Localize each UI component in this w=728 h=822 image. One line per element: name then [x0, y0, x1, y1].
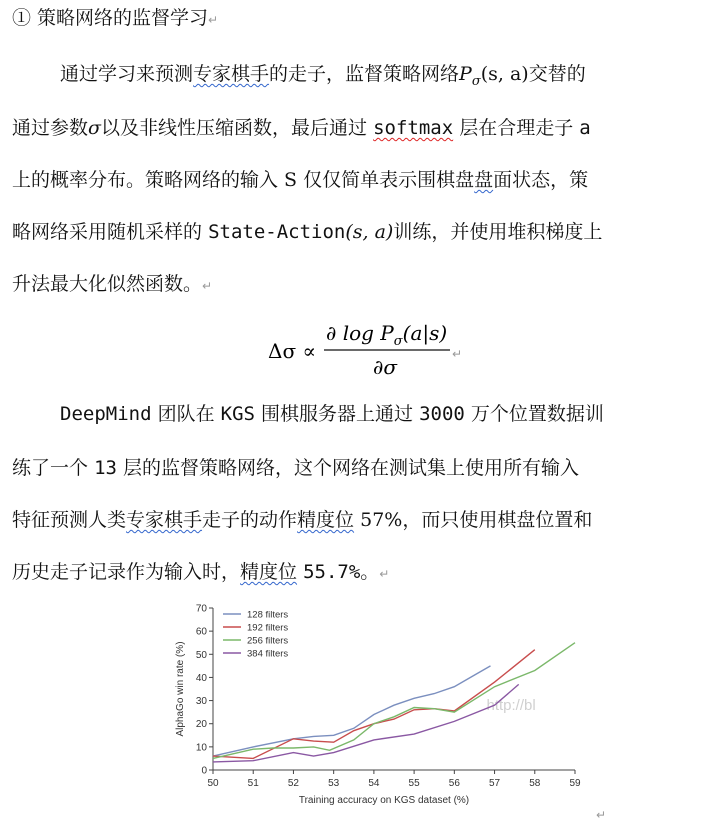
p2-line-1 [60, 402, 604, 426]
y-tick-label: 20 [195, 719, 207, 731]
y-tick-label: 40 [195, 672, 207, 684]
paragraph-mark: ↵ [452, 347, 463, 361]
x-tick-label: 52 [287, 778, 300, 789]
text-run: 层在合理走子 [459, 117, 574, 139]
number-run: 3000 [419, 403, 465, 425]
y-tick-label: 30 [195, 696, 207, 708]
series-line-384-filters [213, 684, 519, 762]
gradient-formula [0, 314, 728, 384]
p1-line-3 [12, 168, 588, 192]
number-run: 55.7%。 [303, 561, 380, 583]
text-run: 57%，而只使用棋盘位置和 [360, 509, 593, 531]
x-axis-label: Training accuracy on KGS dataset (%) [298, 795, 470, 806]
p1-line-4 [12, 220, 602, 244]
x-tick-label: 55 [408, 778, 420, 789]
formula-denominator: ∂σ [373, 355, 397, 379]
watermark-text: http://bl [486, 696, 536, 714]
text-run: 层的监督策略网络，这个网络在测试集上使用所有输入 [123, 457, 580, 479]
formula-lhs: Δσ ∝ [268, 339, 316, 363]
kgs-term: KGS [220, 403, 255, 425]
text-run: 面状态，策 [493, 169, 589, 191]
legend-label: 256 filters [247, 635, 289, 647]
sigma-symbol: σ [88, 117, 101, 139]
x-tick-label: 57 [488, 778, 501, 789]
x-tick-label: 51 [247, 778, 259, 789]
text-run: 的走子，监督策略网络 [269, 63, 460, 85]
text-run: 围棋服务器上通过 [261, 403, 414, 425]
x-tick-label: 53 [328, 778, 340, 789]
paragraph-mark: ↵ [208, 13, 219, 27]
p1-line-5 [12, 272, 212, 298]
x-tick-label: 50 [207, 778, 219, 789]
win-rate-chart [170, 600, 590, 810]
text-run-underlined: 精度位 [297, 509, 355, 531]
deepmind-term: DeepMind [60, 403, 152, 425]
text-run-underlined: 盘 [474, 169, 494, 191]
text-run: 特征预测人类 [12, 509, 127, 531]
x-tick-label: 54 [368, 778, 380, 789]
p1-line-2 [12, 116, 591, 140]
legend-label: 128 filters [247, 609, 289, 621]
p1-line-1 [60, 62, 586, 94]
paragraph-mark: ↵ [596, 808, 607, 822]
p2-line-4 [12, 560, 389, 586]
y-tick-label: 10 [195, 742, 207, 754]
y-tick-label: 0 [201, 765, 207, 777]
text-run-underlined: 专家棋手 [193, 63, 270, 85]
text-run: 历史走子记录作为输入时， [12, 561, 241, 583]
paragraph-mark: ↵ [202, 279, 213, 293]
text-run: 走子的动作 [202, 509, 298, 531]
y-axis-label: AlphaGo win rate (%) [175, 641, 186, 737]
text-run: 万个位置数据训 [470, 403, 604, 425]
state-action-args: (s, a) [345, 221, 394, 243]
paragraph-mark: ↵ [379, 567, 390, 581]
number-run: 13 [94, 457, 117, 479]
text-run: 略网络采用随机采样的 [12, 221, 203, 243]
text-run: 交替的 [528, 63, 586, 85]
state-action-term: State-Action [208, 221, 346, 243]
x-tick-label: 56 [448, 778, 460, 789]
text-run: 训练，并使用堆积梯度上 [393, 221, 603, 243]
move-symbol: a [579, 117, 591, 139]
formula-numerator: ∂ $\log P_\sigma(a|s)$ [326, 321, 448, 349]
softmax-term: softmax [373, 117, 454, 139]
text-run-underlined: 精度位 [240, 561, 298, 583]
y-tick-label: 50 [195, 649, 207, 661]
text-run: 上的概率分布。策略网络的输入 S 仅仅简单表示围棋盘 [12, 169, 475, 191]
text-run-underlined: 专家棋手 [126, 509, 203, 531]
y-tick-label: 60 [195, 626, 207, 638]
text-run: 通过参数 [12, 117, 89, 139]
text-run: 升法最大化似然函数。 [12, 273, 203, 295]
section-heading [12, 6, 218, 32]
text-run: 练了一个 [12, 457, 89, 479]
legend-label: 384 filters [247, 648, 289, 660]
y-tick-label: 70 [195, 603, 207, 615]
text-run: 通过学习来预测 [60, 63, 194, 85]
text-run: 团队在 [157, 403, 215, 425]
legend-label: 192 filters [247, 622, 289, 634]
policy-symbol: $P_\sigma(s$, a) [459, 63, 529, 89]
x-tick-label: 58 [529, 778, 541, 789]
p2-line-2 [12, 456, 579, 480]
text-run: 以及非线性压缩函数，最后通过 [101, 117, 368, 139]
heading-text: ① 策略网络的监督学习 [12, 7, 209, 29]
x-tick-label: 59 [569, 778, 581, 789]
p2-line-3 [12, 508, 592, 532]
